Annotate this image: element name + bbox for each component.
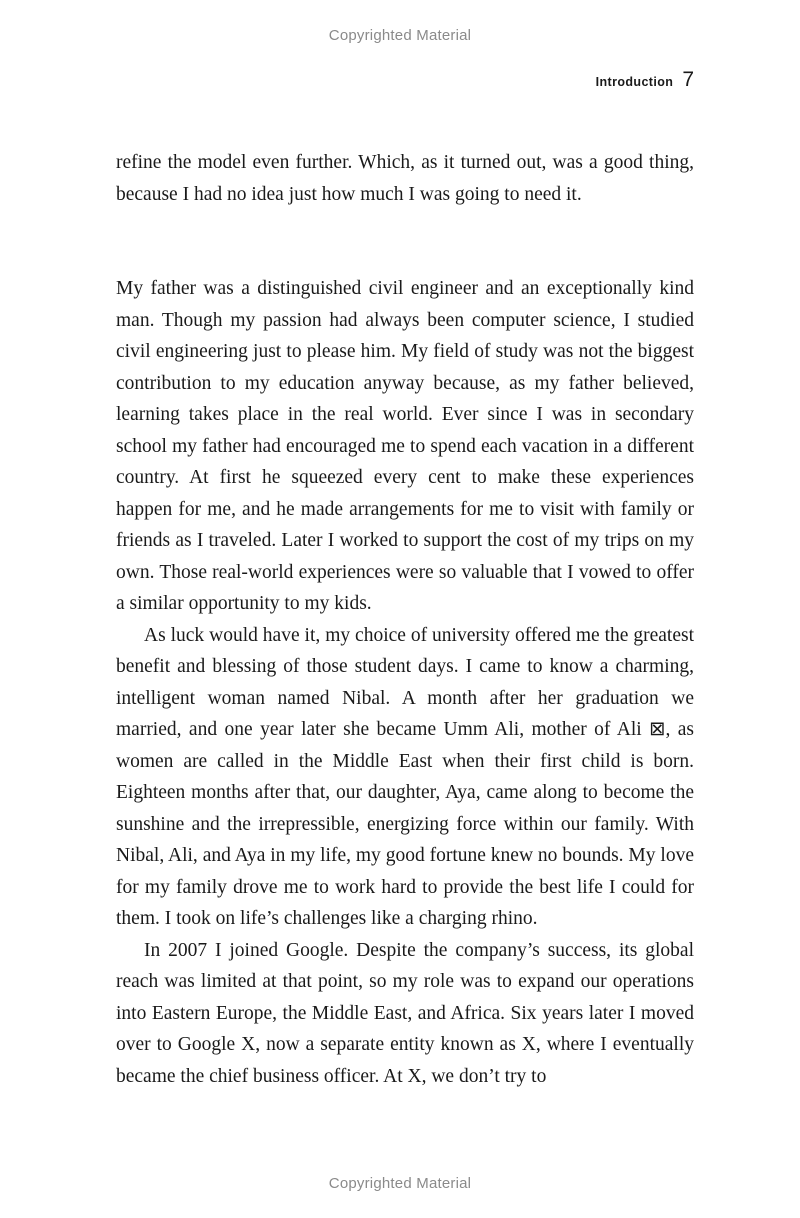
paragraph: My father was a distinguished civil engineer and an exceptionally kind man. Though my passion had always been computer science, I studied civil engineering just to please him. My field of study was not the biggest contribution to my education anyway because, as my father believed, learning takes place in the real world. Ever since I was in secondary school my father had encouraged me to spend each vacation in a different country. At first he squeezed every cent to make these experiences happen for me, and he made arrangements for me to visit with family or friends as I traveled. Later I worked to support the cost of my trips on my own. Those real-world experiences were so valuable that I vowed to offer a similar opportunity to my kids. [116, 278, 694, 614]
chapter-title: Introduction [595, 75, 674, 89]
paragraph: In 2007 I joined Google. Despite the company’s success, its global reach was limited at that point, so my role was to expand our operations into Eastern Europe, the Middle East, and Africa. Six years later I moved over to Google X, now a separate entity known as X, where I eventually became the chief business officer. At X, we don’t try to [116, 939, 694, 1087]
paragraph: As luck would have it, my choice of university offered me the greatest benefit and blessing of those student days. I came to know a charming, intelligent woman named Nibal. A month after her graduation we married, and one year later she became Umm Ali, mother of Ali ⊠, as women are called in the Middle East when their first child is born. Eighteen months after that, our daughter, Aya, came along to become the sunshine and the irrepressible, energizing force within our family. With Nibal, Ali, and Aya in my life, my good fortune knew no bounds. My love for my family drove me to work hard to provide the best life I could for them. I took on life’s challenges like a charging rhino. [116, 624, 694, 929]
running-head [596, 68, 694, 92]
copyright-watermark-top: Copyrighted Material [328, 27, 472, 44]
section-text-block [116, 273, 694, 1092]
paragraph: refine the model even further. Which, as it turned out, was a good thing, because I had no idea just how much I was going to need it. [116, 152, 694, 205]
page-number: 7 [682, 68, 694, 91]
continued-paragraph-block [116, 147, 694, 210]
copyright-watermark-bottom: Copyrighted Material [328, 1175, 472, 1192]
